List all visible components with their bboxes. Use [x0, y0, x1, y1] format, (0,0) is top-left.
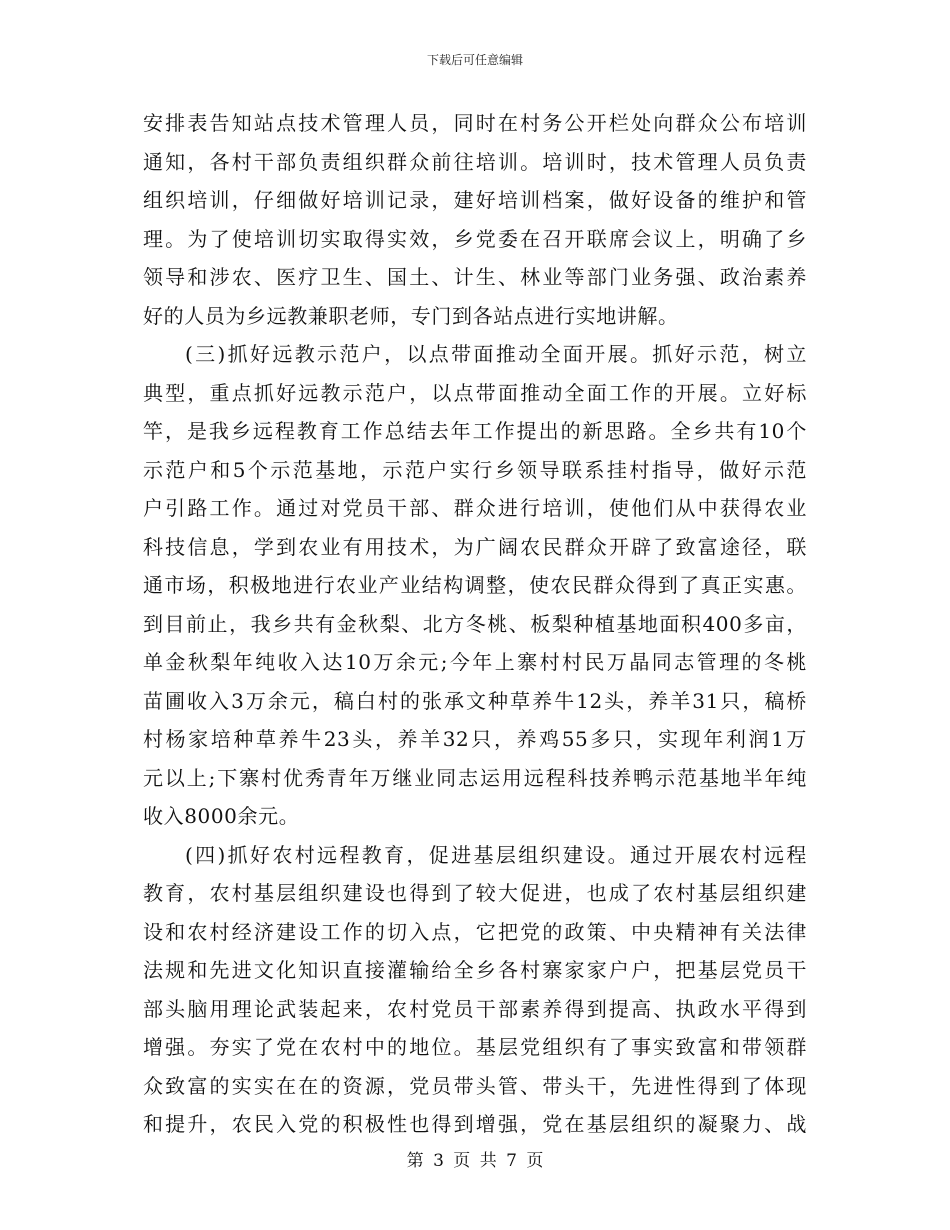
text-line: 科技信息，学到农业有用技术，为广阔农民群众开辟了致富途径，联: [143, 534, 807, 559]
text-line: 组织培训，仔细做好培训记录，建好培训档案，做好设备的维护和管: [143, 188, 807, 212]
text-line: 示范户和5个示范基地，示范户实行乡领导联系挂村指导，做好示范: [143, 457, 807, 482]
text-line: 通市场，积极地进行农业产业结构调整，使农民群众得到了真正实惠。: [143, 573, 807, 597]
text-line: 部头脑用理论武装起来，农村党员干部素养得到提高、执政水平得到: [143, 996, 807, 1021]
page-header: 下载后可任意编辑: [426, 53, 523, 67]
text-line: 苗圃收入3万余元，稿白村的张承文种草养牛12头，养羊31只，稿桥: [143, 688, 807, 713]
text-line: 单金秋梨年纯收入达10万余元;今年上寨村村民万晶同志管理的冬桃: [143, 650, 807, 674]
text-line: 和提升，农民入党的积极性也得到增强，党在基层组织的凝聚力、战: [143, 1112, 807, 1136]
text-line: 村杨家培种草养牛23头，养羊32只，养鸡55多只，实现年利润1万: [143, 727, 807, 751]
body-text: [143, 104, 807, 1144]
text-line: 好的人员为乡远教兼职老师，专门到各站点进行实地讲解。: [143, 303, 679, 328]
text-line: 安排表告知站点技术管理人员，同时在村务公开栏处向群众公布培训: [143, 111, 807, 135]
text-line: 众致富的实实在在的资源，党员带头管、带头干，先进性得到了体现: [143, 1073, 807, 1098]
paragraph-start-line: (四)抓好农村远程教育，促进基层组织建设。通过开展农村远程: [185, 842, 807, 867]
paragraph-start-line: (三)抓好远教示范户，以点带面推动全面开展。抓好示范，树立: [185, 342, 807, 366]
text-line: 领导和涉农、医疗卫生、国土、计生、林业等部门业务强、政治素养: [143, 265, 807, 289]
text-line: 设和农村经济建设工作的切入点，它把党的政策、中央精神有关法律: [143, 919, 807, 944]
text-line: 典型，重点抓好远教示范户，以点带面推动全面工作的开展。立好标: [143, 380, 807, 405]
text-line: 法规和先进文化知识直接灌输给全乡各村寨家家户户，把基层党员干: [143, 958, 807, 982]
text-line: 增强。夯实了党在农村中的地位。基层党组织有了事实致富和带领群: [143, 1035, 807, 1059]
text-line: 元以上;下寨村优秀青年万继业同志运用远程科技养鸭示范基地半年纯: [143, 765, 807, 790]
text-line: 户引路工作。通过对党员干部、群众进行培训，使他们从中获得农业: [143, 496, 807, 520]
page-number-footer: 第 3 页 共 7 页: [406, 1151, 544, 1171]
text-line: 收入8000余元。: [143, 804, 300, 828]
text-line: 竿，是我乡远程教育工作总结去年工作提出的新思路。全乡共有10个: [143, 419, 807, 443]
text-line: 教育，农村基层组织建设也得到了较大促进，也成了农村基层组织建: [143, 881, 807, 905]
text-line: 通知，各村干部负责组织群众前往培训。培训时，技术管理人员负责: [143, 149, 807, 174]
text-line: 理。为了使培训切实取得实效，乡党委在召开联席会议上，明确了乡: [143, 226, 807, 251]
text-line: 到目前止，我乡共有金秋梨、北方冬桃、板梨种植基地面积400多亩，: [143, 611, 807, 636]
